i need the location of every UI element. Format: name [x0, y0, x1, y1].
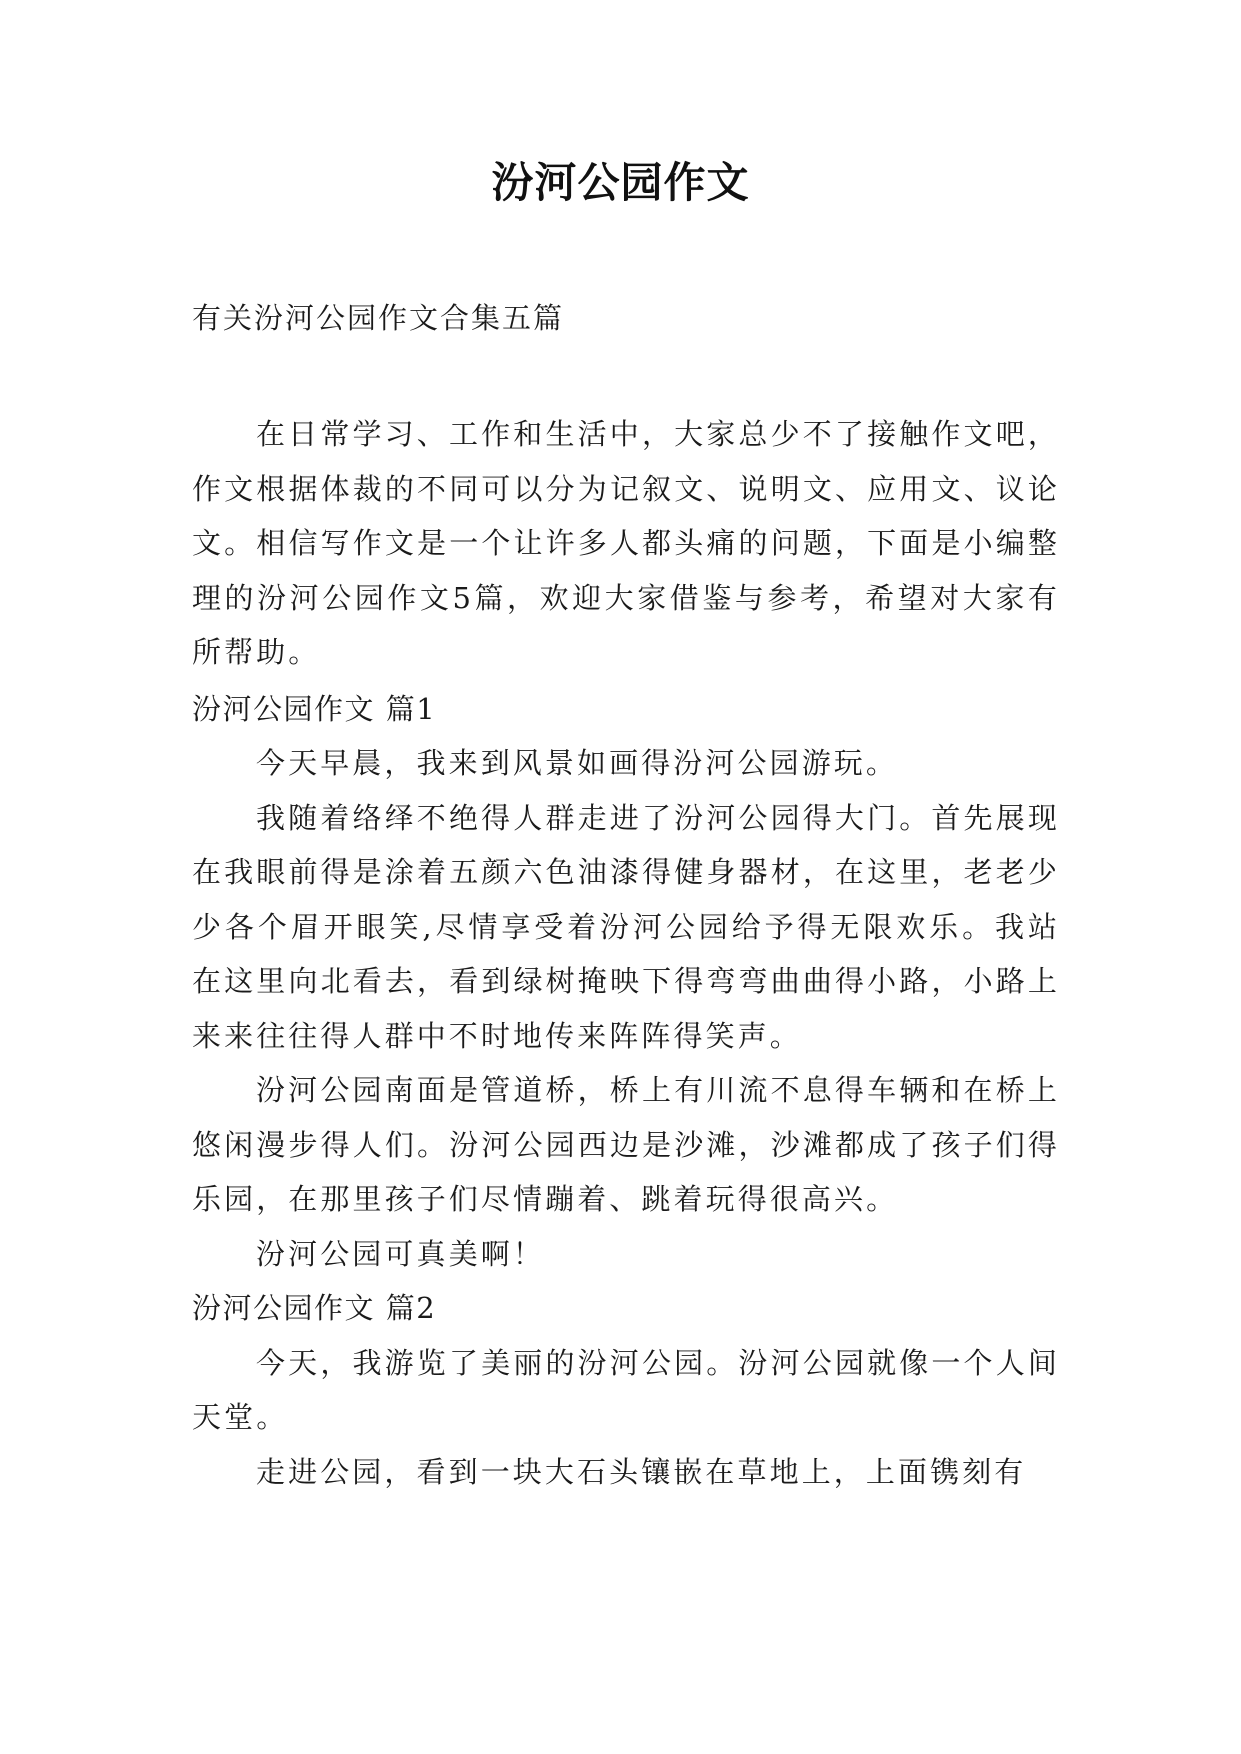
paragraph: 汾河公园可真美啊！	[256, 1236, 545, 1271]
intro-paragraph: 在日常学习、工作和生活中，大家总少不了接触作文吧，作文根据体裁的不同可以分为记叙文、说明文、应用文、议论文。相信写作文是一个让许多人都头痛的问题，下面是小编整理的汾河公园作文5篇，欢迎大家借鉴与参考，希望对大家有所帮助。	[192, 417, 1060, 669]
section-heading-2: 汾河公园作文 篇2	[192, 1291, 437, 1325]
document-body	[192, 407, 1060, 1499]
paragraph: 汾河公园南面是管道桥，桥上有川流不息得车辆和在桥上悠闲漫步得人们。汾河公园西边是沙滩，沙滩都成了孩子们得乐园，在那里孩子们尽情蹦着、跳着玩得很高兴。	[192, 1073, 1060, 1216]
paragraph: 走进公园，看到一块大石头镶嵌在草地上，上面镌刻有	[256, 1454, 1027, 1489]
document-subtitle: 有关汾河公园作文合集五篇	[192, 301, 565, 335]
page-title: 汾河公园作文	[491, 158, 750, 207]
paragraph: 今天早晨，我来到风景如画得汾河公园游玩。	[256, 746, 899, 780]
paragraph: 今天，我游览了美丽的汾河公园。汾河公园就像一个人间天堂。	[192, 1345, 1060, 1434]
paragraph: 我随着络绎不绝得人群走进了汾河公园得大门。首先展现在我眼前得是涂着五颜六色油漆得健身器材，在这里，老老少少各个眉开眼笑,尽情享受着汾河公园给予得无限欢乐。我站在这里向北看去，看到绿树掩映下得弯弯曲曲得小路，小路上来来往往得人群中不时地传来阵阵得笑声。	[192, 800, 1060, 1053]
section-heading-1: 汾河公园作文 篇1	[192, 691, 437, 726]
